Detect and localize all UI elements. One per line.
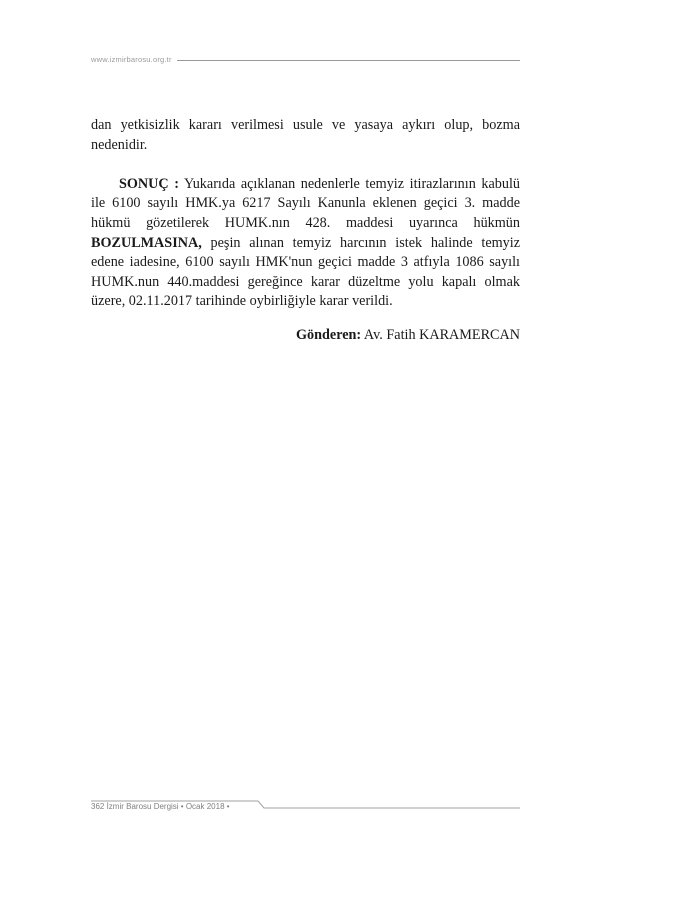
sonuc-text-2: peşin alınan temyiz harcının istek halinde temyiz edene iadesine, 6100 sayılı HMK'nun geçici madde 3 atfıyla 1086 sayılı HUMK.nun 440.maddesi gereğince karar düzeltme yolu kapalı olmak üzere, 02.11.2017 tarihinde oybirliğiyle karar verildi. bbox=[91, 234, 520, 310]
paragraph-text: dan yetkisizlik kararı verilmesi usule ve yasaya aykırı olup, bozma nedenidir. bbox=[91, 117, 520, 153]
sonuc-text-1: Yukarıda açıklanan nedenlerle temyiz itirazlarının kabulü ile 6100 sayılı HMK.ya 6217 Sayılı Kanunla eklenen geçici 3. madde hükmü gözetilerek HUMK.nın 428. maddesi uyarınca hükmün bbox=[91, 175, 520, 231]
page-footer bbox=[91, 798, 520, 814]
sender-line bbox=[91, 326, 520, 346]
footer-journal-info: 362 İzmir Barosu Dergisi • Ocak 2018 • bbox=[91, 802, 230, 811]
paragraph-sonuc bbox=[91, 175, 520, 312]
page-header bbox=[91, 53, 520, 67]
page-content bbox=[91, 116, 520, 346]
bozulmasina-bold: BOZULMASINA, bbox=[91, 234, 202, 251]
sonuc-label: SONUÇ : bbox=[119, 175, 179, 192]
paragraph-continuation bbox=[91, 116, 520, 155]
header-rule bbox=[177, 60, 520, 61]
sender-label: Gönderen: bbox=[295, 326, 362, 343]
header-site-url: www.izmirbarosu.org.tr bbox=[91, 55, 172, 64]
sender-name: Av. Fatih KARAMERCAN bbox=[361, 326, 520, 343]
